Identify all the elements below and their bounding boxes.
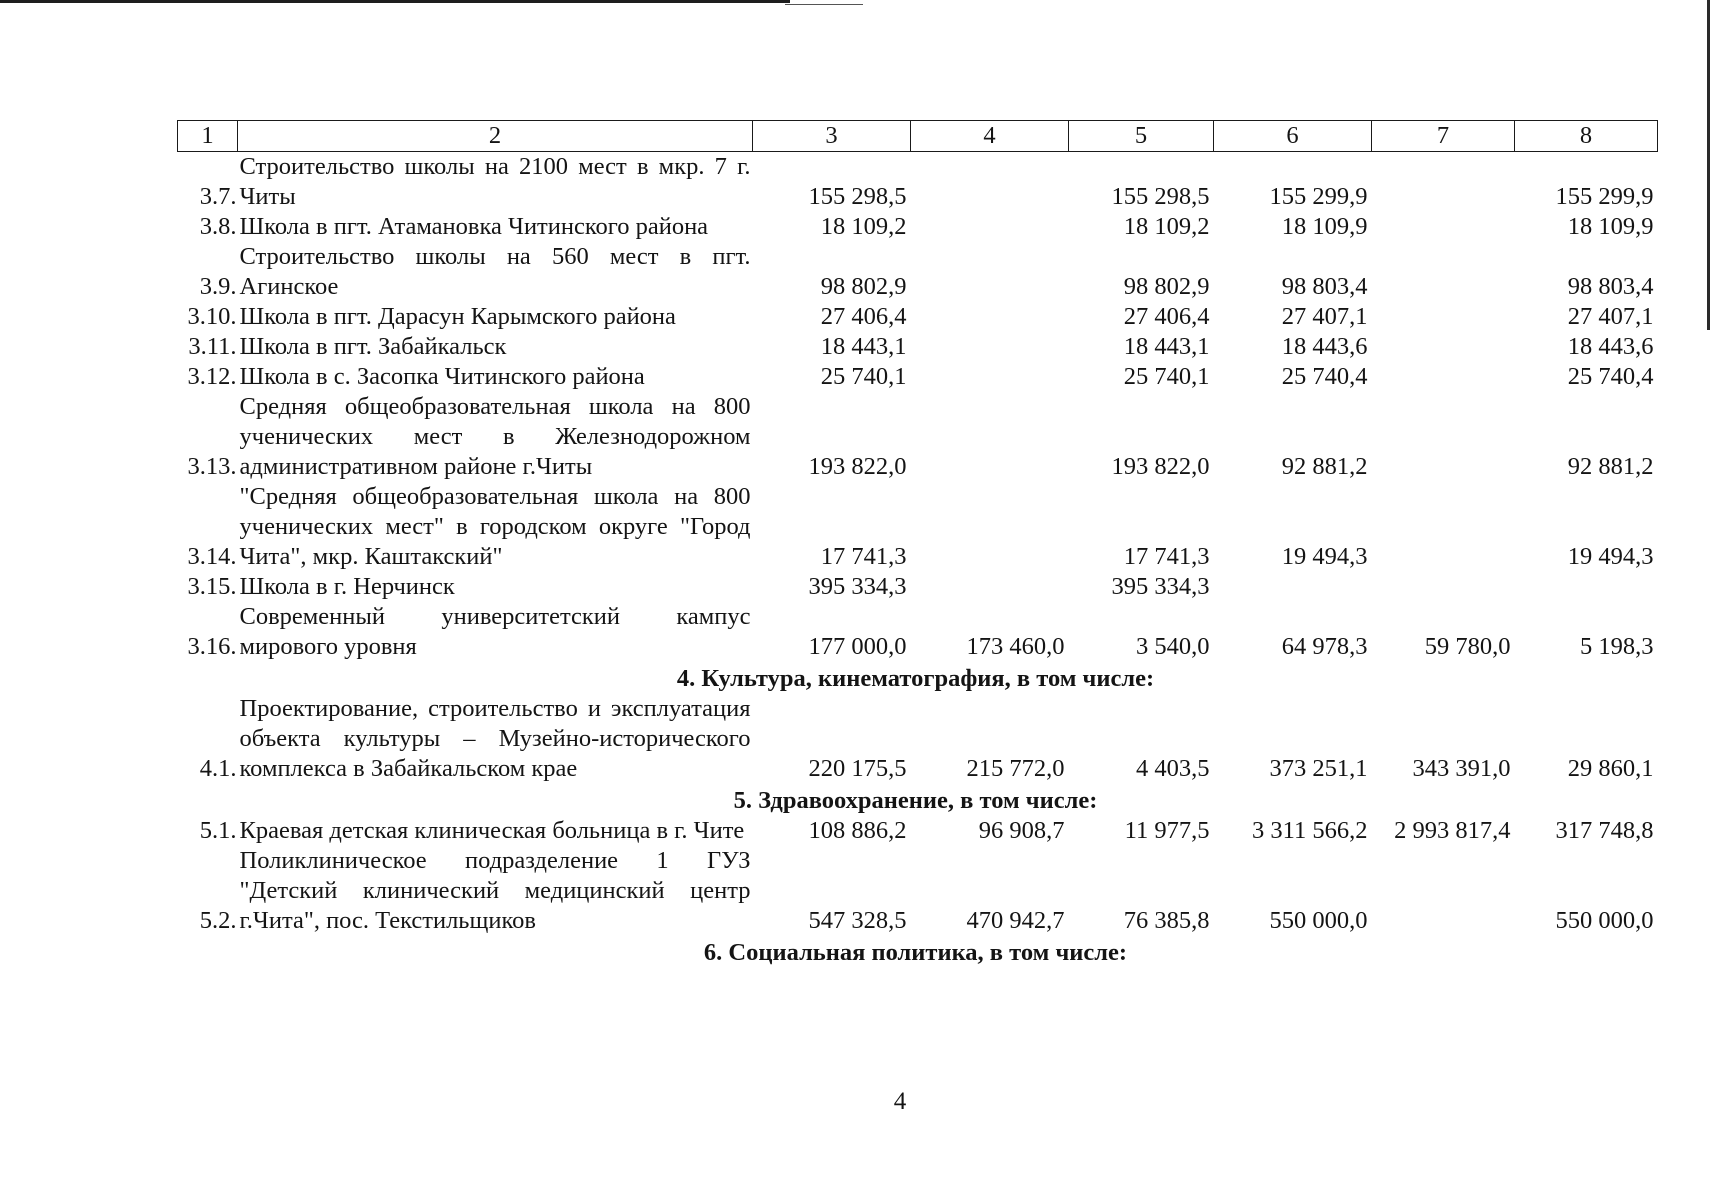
value-col-8: 18 443,6 <box>1567 333 1654 360</box>
top-rule-short <box>785 4 863 5</box>
header-cell: 2 <box>238 121 753 152</box>
item-number: 3.13. <box>187 453 237 480</box>
value-col-5: 395 334,3 <box>1111 573 1210 600</box>
value-col-5: 27 406,4 <box>1123 303 1210 330</box>
item-number: 3.7. <box>199 183 237 210</box>
value-col-7 <box>1372 242 1515 302</box>
header-cell: 5 <box>1069 121 1214 152</box>
value-col-6: 550 000,0 <box>1269 907 1368 934</box>
item-number: 3.8. <box>199 213 237 240</box>
value-col-6: 373 251,1 <box>1269 755 1368 782</box>
value-col-3: 547 328,5 <box>808 907 907 934</box>
item-number: 5.2. <box>199 907 237 934</box>
value-col-8: 155 299,9 <box>1555 183 1654 210</box>
value-col-3: 27 406,4 <box>820 303 907 330</box>
table-row <box>178 482 1658 572</box>
table-row <box>178 602 1658 662</box>
header-cell: 1 <box>178 121 238 152</box>
value-col-3: 177 000,0 <box>808 633 907 660</box>
value-col-7 <box>1372 392 1515 482</box>
header-cell: 7 <box>1372 121 1515 152</box>
value-col-3: 98 802,9 <box>820 273 907 300</box>
table-row <box>178 392 1658 482</box>
value-col-4 <box>911 572 1069 602</box>
item-name: Школа в г. Нерчинск <box>239 573 455 600</box>
item-name: Строительство школы на 560 мест в пгт. Агинское <box>239 243 751 300</box>
value-col-4 <box>911 392 1069 482</box>
header-cell: 3 <box>753 121 911 152</box>
value-col-5: 18 443,1 <box>1123 333 1210 360</box>
value-col-8: 98 803,4 <box>1567 273 1654 300</box>
section-heading-row <box>178 662 1658 694</box>
item-name: Современный университетский кампус мирового уровня <box>239 603 751 660</box>
value-col-4: 173 460,0 <box>966 633 1065 660</box>
value-col-4 <box>911 152 1069 213</box>
value-col-4: 96 908,7 <box>978 817 1065 844</box>
value-col-6: 19 494,3 <box>1281 543 1368 570</box>
section-heading-row <box>178 936 1658 968</box>
value-col-7: 59 780,0 <box>1424 633 1511 660</box>
column-number-header <box>178 121 1658 152</box>
value-col-8: 18 109,9 <box>1567 213 1654 240</box>
value-col-8: 25 740,4 <box>1567 363 1654 390</box>
value-col-5: 18 109,2 <box>1123 213 1210 240</box>
table-row <box>178 816 1658 846</box>
value-col-5: 3 540,0 <box>1136 633 1210 660</box>
table-row <box>178 152 1658 213</box>
table-row <box>178 332 1658 362</box>
item-name: Строительство школы на 2100 мест в мкр. 7 г. Читы <box>239 153 751 210</box>
value-col-6: 64 978,3 <box>1281 633 1368 660</box>
value-col-7 <box>1372 302 1515 332</box>
value-col-3: 220 175,5 <box>808 755 907 782</box>
item-number: 3.15. <box>187 573 237 600</box>
value-col-7: 2 993 817,4 <box>1394 817 1511 844</box>
value-col-4: 215 772,0 <box>966 755 1065 782</box>
value-col-5: 155 298,5 <box>1111 183 1210 210</box>
item-name: Школа в с. Засопка Читинского района <box>239 363 645 390</box>
value-col-8: 19 494,3 <box>1567 543 1654 570</box>
table-row <box>178 846 1658 936</box>
value-col-4 <box>911 212 1069 242</box>
value-col-5: 11 977,5 <box>1124 817 1210 844</box>
value-col-7 <box>1372 846 1515 936</box>
top-rule <box>0 0 790 3</box>
value-col-8 <box>1515 572 1658 602</box>
budget-table <box>177 120 1658 968</box>
value-col-8: 92 881,2 <box>1567 453 1654 480</box>
page-number: 4 <box>893 1088 907 1115</box>
table-row <box>178 302 1658 332</box>
value-col-4: 470 942,7 <box>966 907 1065 934</box>
value-col-4 <box>911 302 1069 332</box>
item-name: "Средняя общеобразовательная школа на 800 ученических мест" в городском округе "Город Чита", мкр. Каштакский" <box>239 483 751 570</box>
value-col-6: 25 740,4 <box>1281 363 1368 390</box>
value-col-3: 193 822,0 <box>808 453 907 480</box>
value-col-5: 193 822,0 <box>1111 453 1210 480</box>
document-sheet <box>177 120 1657 968</box>
table-row <box>178 572 1658 602</box>
item-name: Школа в пгт. Забайкальск <box>239 333 507 360</box>
item-number: 3.16. <box>187 633 237 660</box>
item-name: Краевая детская клиническая больница в г. Чите <box>239 817 745 844</box>
table-row <box>178 242 1658 302</box>
value-col-7 <box>1372 572 1515 602</box>
value-col-6 <box>1214 572 1372 602</box>
item-number: 5.1. <box>199 817 237 844</box>
value-col-5: 25 740,1 <box>1123 363 1210 390</box>
value-col-8: 550 000,0 <box>1555 907 1654 934</box>
value-col-4 <box>911 332 1069 362</box>
item-number: 3.10. <box>187 303 237 330</box>
value-col-7 <box>1372 362 1515 392</box>
value-col-7 <box>1372 212 1515 242</box>
section-heading: 4. Культура, кинематография, в том числе: <box>676 665 1155 692</box>
item-number: 3.14. <box>187 543 237 570</box>
value-col-3: 17 741,3 <box>820 543 907 570</box>
value-col-6: 92 881,2 <box>1281 453 1368 480</box>
item-name: Школа в пгт. Атамановка Читинского района <box>239 213 709 240</box>
value-col-5: 98 802,9 <box>1123 273 1210 300</box>
header-cell: 4 <box>911 121 1069 152</box>
table-row <box>178 694 1658 784</box>
section-heading: 5. Здравоохранение, в том числе: <box>733 787 1098 814</box>
value-col-7 <box>1372 152 1515 213</box>
value-col-4 <box>911 482 1069 572</box>
value-col-6: 98 803,4 <box>1281 273 1368 300</box>
value-col-6: 155 299,9 <box>1269 183 1368 210</box>
value-col-4 <box>911 242 1069 302</box>
value-col-6: 18 109,9 <box>1281 213 1368 240</box>
header-cell: 8 <box>1515 121 1658 152</box>
item-name: Средняя общеобразовательная школа на 800 ученических мест в Железнодорожном административном районе г.Читы <box>239 393 751 480</box>
item-number: 3.11. <box>188 333 237 360</box>
value-col-8: 317 748,8 <box>1555 817 1654 844</box>
section-heading: 6. Социальная политика, в том числе: <box>703 939 1128 966</box>
value-col-3: 25 740,1 <box>820 363 907 390</box>
value-col-6: 3 311 566,2 <box>1252 817 1368 844</box>
item-name: Проектирование, строительство и эксплуатация объекта культуры – Музейно-исторического комплекса в Забайкальском крае <box>239 695 751 782</box>
value-col-3: 108 886,2 <box>808 817 907 844</box>
value-col-6: 27 407,1 <box>1281 303 1368 330</box>
value-col-8: 5 198,3 <box>1580 633 1654 660</box>
value-col-5: 4 403,5 <box>1136 755 1210 782</box>
header-cell: 6 <box>1214 121 1372 152</box>
value-col-7 <box>1372 332 1515 362</box>
value-col-8: 27 407,1 <box>1567 303 1654 330</box>
item-number: 4.1. <box>199 755 237 782</box>
table-body <box>178 152 1658 969</box>
value-col-5: 17 741,3 <box>1123 543 1210 570</box>
table-row <box>178 362 1658 392</box>
item-name: Школа в пгт. Дарасун Карымского района <box>239 303 676 330</box>
value-col-3: 18 109,2 <box>820 213 907 240</box>
value-col-7 <box>1372 482 1515 572</box>
value-col-7: 343 391,0 <box>1412 755 1511 782</box>
item-name: Поликлиническое подразделение 1 ГУЗ "Детский клинический медицинский центр г.Чита", пос. Текстильщиков <box>239 847 751 934</box>
section-heading-row <box>178 784 1658 816</box>
value-col-8: 29 860,1 <box>1567 755 1654 782</box>
value-col-5: 76 385,8 <box>1123 907 1210 934</box>
item-number: 3.9. <box>199 273 237 300</box>
value-col-6: 18 443,6 <box>1281 333 1368 360</box>
item-number: 3.12. <box>187 363 237 390</box>
table-row <box>178 212 1658 242</box>
value-col-4 <box>911 362 1069 392</box>
value-col-3: 155 298,5 <box>808 183 907 210</box>
value-col-3: 18 443,1 <box>820 333 907 360</box>
value-col-3: 395 334,3 <box>808 573 907 600</box>
